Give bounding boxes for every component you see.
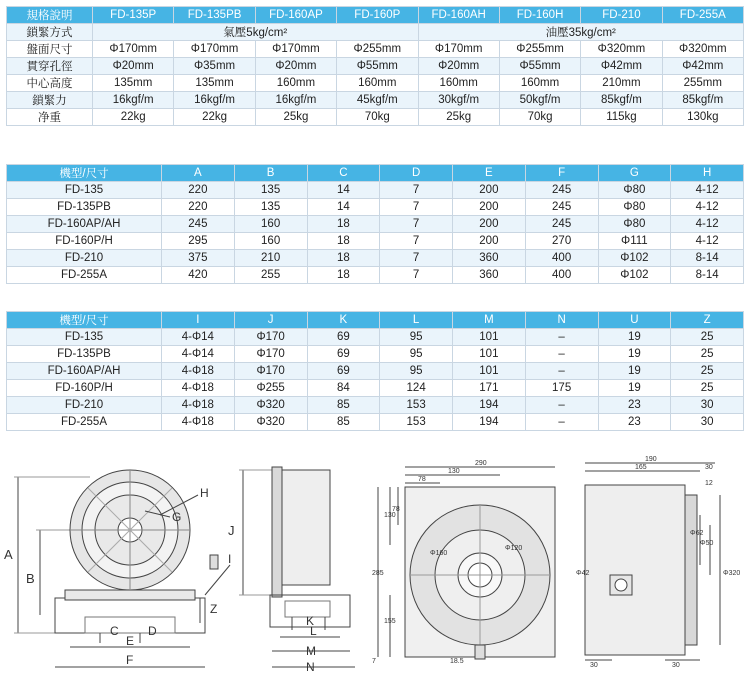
dim-78-top: 78 [418,476,426,483]
dim1-value-cell: 245 [162,216,235,233]
dim-7: 7 [372,658,376,665]
dim2-value-cell: 101 [453,329,526,346]
dim1-value-cell: 18 [307,216,380,233]
dim2-value-cell: Φ320 [234,397,307,414]
spec-cell: 25kg [255,109,336,126]
dim1-value-cell: Φ80 [598,199,671,216]
dim1-value-cell: 200 [453,182,526,199]
dim1-header-cell: B [234,165,307,182]
dim2-value-cell: Φ170 [234,346,307,363]
dim2-value-cell: 69 [307,363,380,380]
dim1-value-cell: 4-12 [671,182,744,199]
spec-cell: Φ170mm [255,41,336,58]
dim1-header-cell: 機型/尺寸 [7,165,162,182]
spec-cell: Φ320mm [662,41,743,58]
spec-cell: Φ20mm [255,58,336,75]
dim1-value-cell: 295 [162,233,235,250]
technical-drawings [0,455,750,686]
dim1-model-cell: FD-210 [7,250,162,267]
dim2-header-cell: U [598,312,671,329]
dim2-value-cell: 194 [453,397,526,414]
spec-row-label: 鎖緊方式 [7,24,93,41]
dim1-value-cell: 210 [234,250,307,267]
spec-table-row [7,109,744,126]
spec-cell: 130kg [662,109,743,126]
dim2-model-cell: FD-135PB [7,346,162,363]
dim2-value-cell: 124 [380,380,453,397]
dimension-table-2 [6,311,744,431]
dim2-value-cell: 85 [307,414,380,431]
spec-cell: Φ170mm [93,41,174,58]
dim1-value-cell: 200 [453,216,526,233]
label-L: L [310,624,317,638]
dim1-value-cell: 7 [380,267,453,284]
dim-d62: Φ62 [690,530,704,537]
dim-130-top: 130 [448,468,460,475]
dim2-value-cell: 101 [453,346,526,363]
spec-cell: 50kgf/m [499,92,580,109]
dim1-table-row [7,199,744,216]
spec-cell: 85kgf/m [662,92,743,109]
dim1-value-cell: 7 [380,233,453,250]
dim2-model-cell: FD-210 [7,397,162,414]
dim-30-top: 30 [705,464,713,471]
front-view-drawing [4,470,231,667]
spec-header-cell: FD-135P [93,7,174,24]
dim2-value-cell: 4-Φ14 [162,329,235,346]
dim2-value-cell: 95 [380,329,453,346]
dim1-model-cell: FD-135 [7,182,162,199]
dim1-table-row [7,250,744,267]
spec-cell: 16kgf/m [174,92,255,109]
label-H: H [200,486,209,500]
dim1-value-cell: Φ80 [598,216,671,233]
dim1-value-cell: 160 [234,216,307,233]
dim-290: 290 [475,460,487,467]
dim2-value-cell: Φ320 [234,414,307,431]
spec-cell: 70kg [337,109,418,126]
dim2-value-cell: Φ255 [234,380,307,397]
dim1-header-cell: C [307,165,380,182]
drawings-svg [0,455,750,686]
dim2-value-cell: Φ170 [234,363,307,380]
dim1-value-cell: 245 [525,182,598,199]
dim1-header-cell: G [598,165,671,182]
dim2-value-cell: – [525,363,598,380]
dim1-value-cell: 4-12 [671,199,744,216]
dim-130-side: 130 [384,512,396,519]
dim2-value-cell: 69 [307,329,380,346]
spec-cell: 30kgf/m [418,92,499,109]
spec-span-cell: 油壓35kg/cm² [418,24,744,41]
dim2-value-cell: 4-Φ18 [162,414,235,431]
dim2-header-cell: J [234,312,307,329]
spec-cell: 16kgf/m [93,92,174,109]
dim1-table-row [7,267,744,284]
dim2-model-cell: FD-135 [7,329,162,346]
dim2-value-cell: 23 [598,397,671,414]
spec-cell: Φ255mm [499,41,580,58]
dim2-value-cell: – [525,397,598,414]
dim2-value-cell: 175 [525,380,598,397]
dim2-value-cell: 19 [598,346,671,363]
dim1-value-cell: 400 [525,267,598,284]
spec-row-label: 净重 [7,109,93,126]
dim1-value-cell: 7 [380,182,453,199]
dim1-value-cell: 220 [162,182,235,199]
dim2-value-cell: – [525,346,598,363]
spec-header-cell: 規格說明 [7,7,93,24]
spec-cell: 16kgf/m [255,92,336,109]
dim1-value-cell: 8-14 [671,267,744,284]
label-G: G [172,510,182,524]
dim2-model-cell: FD-255A [7,414,162,431]
dim1-value-cell: 360 [453,250,526,267]
detail-front-drawing [372,460,555,665]
dim2-value-cell: 194 [453,414,526,431]
dim-d42: Φ42 [576,570,590,577]
dim1-header-cell: A [162,165,235,182]
dim2-table-row [7,414,744,431]
dim2-value-cell: 30 [671,414,744,431]
dim-18-5: 18.5 [450,658,464,665]
label-D: D [148,624,157,638]
dim2-value-cell: 30 [671,397,744,414]
dim2-table-row [7,346,744,363]
dim1-table-row [7,233,744,250]
side-view-drawing [228,467,355,674]
dim2-header-cell: K [307,312,380,329]
dim1-table-row [7,216,744,233]
dim1-value-cell: 420 [162,267,235,284]
dim-12: 12 [705,480,713,487]
dim2-value-cell: 25 [671,380,744,397]
dim1-value-cell: 270 [525,233,598,250]
dim2-value-cell: 25 [671,346,744,363]
dim1-value-cell: Φ102 [598,250,671,267]
spec-cell: 70kg [499,109,580,126]
spec-header-cell: FD-255A [662,7,743,24]
dim2-value-cell: 4-Φ18 [162,363,235,380]
spec-table-row [7,41,744,58]
dim-165: 165 [635,464,647,471]
spec-header-cell: FD-160AH [418,7,499,24]
dim-285: 285 [372,570,384,577]
spec-row-label: 中心高度 [7,75,93,92]
dim1-value-cell: 255 [234,267,307,284]
dim1-value-cell: 245 [525,216,598,233]
dim2-header-cell: M [453,312,526,329]
dim1-value-cell: 200 [453,199,526,216]
dim2-value-cell: 4-Φ18 [162,397,235,414]
dim1-header-cell: H [671,165,744,182]
dim2-value-cell: 95 [380,346,453,363]
dim2-header-cell: N [525,312,598,329]
spec-cell: Φ170mm [174,41,255,58]
dim-30-right: 30 [672,662,680,669]
spec-cell: Φ35mm [174,58,255,75]
dim1-value-cell: Φ80 [598,182,671,199]
spec-cell: 160mm [255,75,336,92]
spec-table-row [7,75,744,92]
dim2-value-cell: 19 [598,380,671,397]
spec-table-row [7,24,744,41]
dim1-value-cell: 4-12 [671,216,744,233]
spec-cell: 160mm [337,75,418,92]
dim2-header-cell: Z [671,312,744,329]
dim1-model-cell: FD-160AP/AH [7,216,162,233]
spec-cell: Φ20mm [93,58,174,75]
dim1-value-cell: 135 [234,199,307,216]
dim2-value-cell: 4-Φ18 [162,380,235,397]
label-C: C [110,624,119,638]
label-E: E [126,634,135,648]
dim2-table-row [7,380,744,397]
dim2-model-cell: FD-160P/H [7,380,162,397]
label-Z: Z [210,602,218,616]
dim1-value-cell: 160 [234,233,307,250]
dim2-header-cell: I [162,312,235,329]
label-F: F [126,653,134,667]
spec-header-cell: FD-160P [337,7,418,24]
label-J: J [228,523,235,538]
spec-cell: 85kgf/m [581,92,662,109]
dim2-header-cell: L [380,312,453,329]
spec-table-header [7,7,744,24]
dim1-value-cell: 18 [307,267,380,284]
dimension-table-1-header [7,165,744,182]
spec-row-label: 貫穿孔徑 [7,58,93,75]
dim2-value-cell: Φ170 [234,329,307,346]
dim2-value-cell: 85 [307,397,380,414]
spec-cell: Φ255mm [337,41,418,58]
dim2-value-cell: 84 [307,380,380,397]
dim1-value-cell: 14 [307,182,380,199]
dim1-value-cell: 14 [307,199,380,216]
dimension-table-2-header [7,312,744,329]
dim1-table-row [7,182,744,199]
spec-header-cell: FD-160H [499,7,580,24]
dim-78-side: 78 [392,506,400,513]
dim1-value-cell: Φ111 [598,233,671,250]
spec-header-cell: FD-210 [581,7,662,24]
spec-cell: 210mm [581,75,662,92]
label-B: B [26,571,35,586]
spec-cell: Φ320mm [581,41,662,58]
spec-cell: Φ42mm [581,58,662,75]
detail-side-drawing [576,456,740,669]
dim1-value-cell: 8-14 [671,250,744,267]
dim1-value-cell: 360 [453,267,526,284]
dim1-header-cell: E [453,165,526,182]
dim1-value-cell: 7 [380,199,453,216]
spec-span-cell: 氣壓5kg/cm² [93,24,419,41]
dim2-value-cell: 19 [598,329,671,346]
spec-cell: 45kgf/m [337,92,418,109]
spec-cell: Φ20mm [418,58,499,75]
label-K: K [306,614,315,628]
dim2-value-cell: 25 [671,363,744,380]
dim1-value-cell: 4-12 [671,233,744,250]
spec-table [6,6,744,126]
dim2-table-row [7,363,744,380]
dim2-header-cell: 機型/尺寸 [7,312,162,329]
dim2-value-cell: 171 [453,380,526,397]
label-A: A [4,547,13,562]
dim1-model-cell: FD-160P/H [7,233,162,250]
spec-cell: Φ55mm [499,58,580,75]
dim1-value-cell: 375 [162,250,235,267]
dim-d120: Φ120 [505,545,523,552]
spec-cell: 135mm [93,75,174,92]
dim-190: 190 [645,456,657,463]
dim-d50: Φ50 [700,540,714,547]
dim-d320: Φ320 [723,570,741,577]
dim1-model-cell: FD-255A [7,267,162,284]
spec-cell: Φ170mm [418,41,499,58]
dim1-value-cell: 18 [307,233,380,250]
dim2-value-cell: 25 [671,329,744,346]
dim2-value-cell: 153 [380,397,453,414]
dim2-value-cell: 69 [307,346,380,363]
spec-cell: 160mm [499,75,580,92]
spec-cell: Φ42mm [662,58,743,75]
dim2-value-cell: 95 [380,363,453,380]
spec-table-row [7,92,744,109]
dim1-header-cell: F [525,165,598,182]
label-I: I [228,552,232,566]
dim1-value-cell: 135 [234,182,307,199]
dim-30-left: 30 [590,662,598,669]
dim2-value-cell: 101 [453,363,526,380]
spec-cell: 135mm [174,75,255,92]
dim2-value-cell: 23 [598,414,671,431]
dim-155: 155 [384,618,396,625]
dim2-model-cell: FD-160AP/AH [7,363,162,380]
dim1-value-cell: 245 [525,199,598,216]
dim2-value-cell: – [525,329,598,346]
dim2-table-row [7,329,744,346]
dim1-value-cell: 200 [453,233,526,250]
dim1-value-cell: Φ102 [598,267,671,284]
spec-cell: 22kg [93,109,174,126]
dim2-value-cell: 153 [380,414,453,431]
dim2-value-cell: 4-Φ14 [162,346,235,363]
dimension-table-1 [6,164,744,284]
dim1-value-cell: 400 [525,250,598,267]
dim2-value-cell: – [525,414,598,431]
spec-cell: 22kg [174,109,255,126]
spec-cell: 160mm [418,75,499,92]
spec-cell: 255mm [662,75,743,92]
dim1-value-cell: 18 [307,250,380,267]
spec-cell: Φ55mm [337,58,418,75]
spec-header-cell: FD-135PB [174,7,255,24]
dim-d160: Φ160 [430,550,448,557]
dim1-value-cell: 7 [380,250,453,267]
spec-cell: 25kg [418,109,499,126]
dim1-value-cell: 220 [162,199,235,216]
spec-table-row [7,58,744,75]
dim2-table-row [7,397,744,414]
spec-cell: 115kg [581,109,662,126]
dim1-model-cell: FD-135PB [7,199,162,216]
label-N: N [306,660,315,674]
spec-row-label: 盤面尺寸 [7,41,93,58]
spec-row-label: 鎖緊力 [7,92,93,109]
dim2-value-cell: 19 [598,363,671,380]
spec-header-cell: FD-160AP [255,7,336,24]
dim1-value-cell: 7 [380,216,453,233]
dim1-header-cell: D [380,165,453,182]
label-M: M [306,644,316,658]
